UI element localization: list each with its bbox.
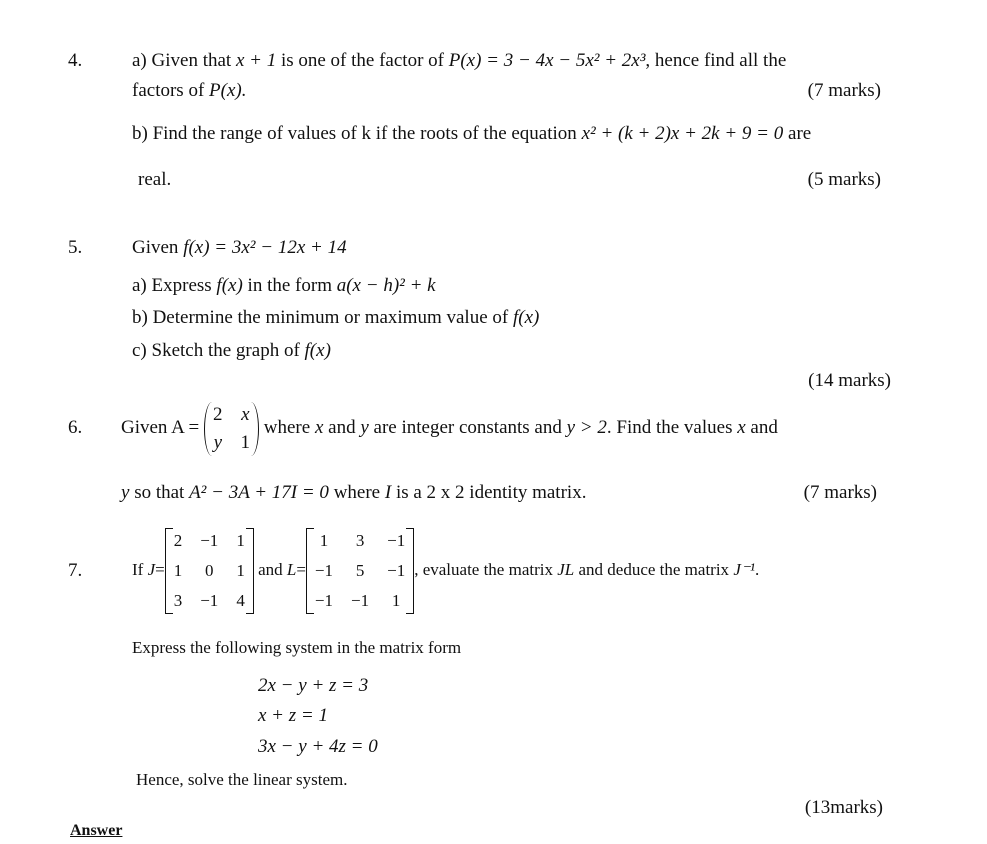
- matrix-J: 2 −1 1 1 0 1 3 −1 4: [165, 528, 254, 614]
- q7-hence-text: Hence, solve the linear system.: [136, 770, 348, 789]
- q5b-text: b) Determine the minimum or maximum value of f(x): [132, 307, 540, 328]
- q7-text: If J= 2 −1 1 1 0 1 3 −1 4 and L= 1 3 −1 −1 5 −1 −1 −1 1 , evaluate the matrix JL and deduce the matrix J⁻¹.: [132, 524, 759, 616]
- q4b-text: b) Find the range of values of k if the roots of the equation x² + (k + 2)x + 2k + 9 = 0 are: [132, 123, 812, 144]
- question-4-number: 4.: [68, 50, 83, 71]
- q4a-text-2: factors of P(x).: [132, 80, 247, 101]
- q4a-marks: (7 marks): [807, 80, 881, 101]
- q5-given: Given f(x) = 3x² − 12x + 14: [132, 237, 347, 258]
- q5a-text: a) Express f(x) in the form a(x − h)² + k: [132, 275, 436, 296]
- q4b-text-2: real.: [138, 169, 172, 190]
- matrix-A: 2 x y 1: [204, 402, 259, 456]
- q4b-marks: (5 marks): [807, 169, 881, 190]
- question-5-number: 5.: [68, 237, 83, 258]
- q7-express-text: Express the following system in the matrix form: [132, 638, 462, 657]
- q7-marks: (13marks): [804, 797, 883, 818]
- matrix-L: 1 3 −1 −1 5 −1 −1 −1 1: [306, 528, 414, 614]
- q4a-text: a) Given that x + 1 is one of the factor of P(x) = 3 − 4x − 5x² + 2x³, hence find all the: [132, 50, 787, 71]
- equation-2: x + z = 1: [258, 705, 328, 726]
- equation-1: 2x − y + z = 3: [258, 675, 369, 696]
- equation-3: 3x − y + 4z = 0: [258, 736, 378, 757]
- q5-marks: (14 marks): [808, 370, 891, 391]
- question-7-number: 7.: [68, 560, 83, 581]
- question-6-number: 6.: [68, 417, 83, 438]
- q5c-text: c) Sketch the graph of f(x): [132, 340, 331, 361]
- q6-marks: (7 marks): [803, 482, 877, 503]
- answer-heading: Answer: [70, 822, 123, 839]
- q6-text-2: y so that A² − 3A + 17I = 0 where I is a 2 x 2 identity matrix.: [121, 482, 587, 503]
- q6-text: Given A = 2 x y 1 where x and y are integer constants and y > 2. Find the values x and: [121, 396, 778, 460]
